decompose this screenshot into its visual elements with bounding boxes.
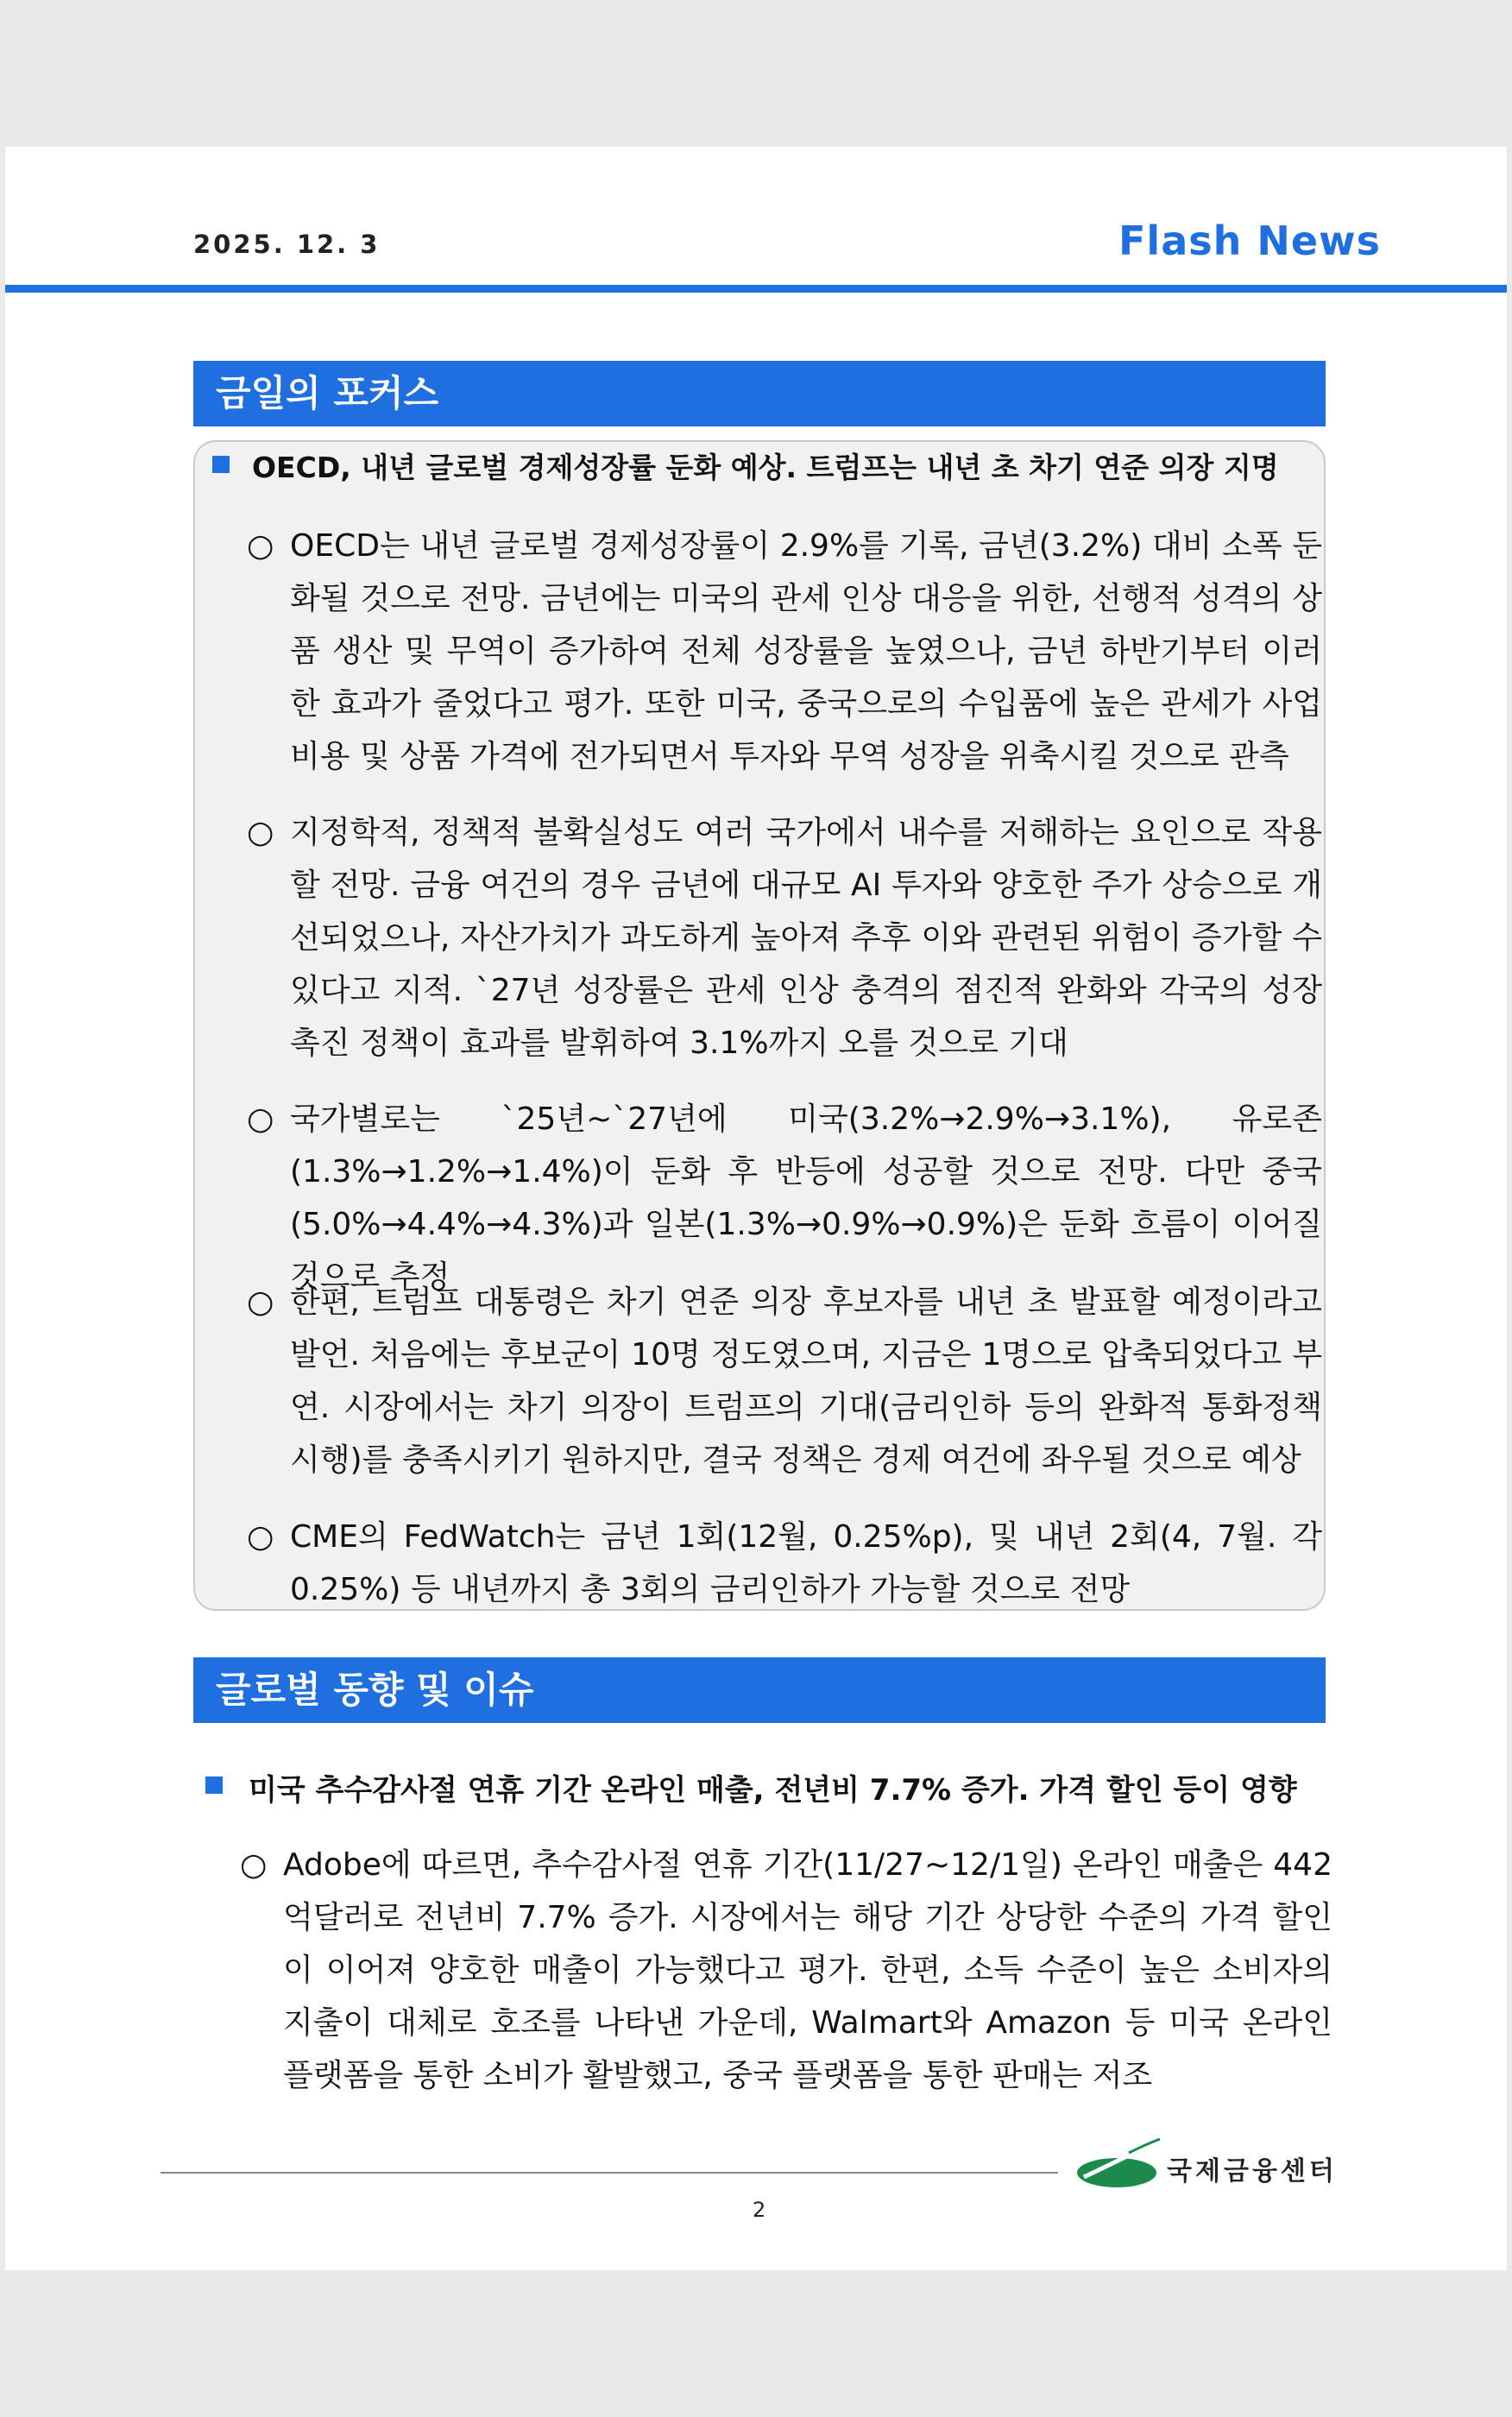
circle-bullet-icon: ○ xyxy=(247,1101,274,1137)
focus-paragraph-3 xyxy=(247,1093,1322,1295)
page-number: 2 xyxy=(753,2198,766,2222)
circle-bullet-icon: ○ xyxy=(247,1284,274,1320)
focus-paragraph-4-text: 한편, 트럼프 대통령은 차기 연준 의장 후보자를 내년 초 발표할 예정이라고 발언. 처음에는 후보군이 10명 정도였으며, 지금은 1명으로 압축되었다고 부연. 시장에서는 차기 의장이 트럼프의 기대(금리인하 등의 완화적 통화정책 시행)를 충족시키기 원하지만, 결국 정책은 경제 여건에 좌우될 것으로 예상 xyxy=(290,1284,1322,1478)
circle-bullet-icon: ○ xyxy=(240,1847,268,1883)
global-paragraph-text: Adobe에 따르면, 추수감사절 연휴 기간(11/27~12/1일) 온라인 매출은 442억달러로 전년비 7.7% 증가. 시장에서는 해당 기간 상당한 수준의 가격 할인이 이어져 양호한 매출이 가능했다고 평가. 한편, 소득 수준이 높은 소비자의 지출이 대체로 호조를 나타낸 가운데, Walmart와 Amazon 등 미국 온라인 플랫폼을 통한 소비가 활발했고, 중국 플랫폼을 통한 판매는 저조 xyxy=(283,1847,1332,2093)
focus-paragraph-3-text: 국가별로는 `25년~`27년에 미국(3.2%→2.9%→3.1%), 유로존(1.3%→1.2%→1.4%)이 둔화 후 반등에 성공할 것으로 전망. 다만 중국(5.0%→4.4%→4.3%)과 일본(1.3%→0.9%→0.9%)은 둔화 흐름이 이어질 것으로 추정 xyxy=(290,1101,1322,1295)
focus-paragraph-1-text: OECD는 내년 글로벌 경제성장률이 2.9%를 기록, 금년(3.2%) 대비 소폭 둔화될 것으로 전망. 금년에는 미국의 관세 인상 대응을 위한, 선행적 성격의 상품 생산 및 무역이 증가하여 전체 성장률을 높였으나, 금년 하반기부터 이러한 효과가 줄었다고 평가. 또한 미국, 중국으로의 수입품에 높은 관세가 사업비용 및 상품 가격에 전가되면서 투자와 무역 성장을 위축시킬 것으로 관측 xyxy=(290,528,1322,774)
focus-paragraph-2 xyxy=(247,806,1322,1065)
focus-section-title: 금일의 포커스 xyxy=(193,361,1326,426)
focus-paragraph-4 xyxy=(247,1276,1322,1483)
report-date: 2025. 12. 3 xyxy=(193,230,381,259)
header-divider xyxy=(5,285,1507,293)
focus-paragraph-2-text: 지정학적, 정책적 불확실성도 여러 국가에서 내수를 저해하는 요인으로 작용할 전망. 금융 여건의 경우 금년에 대규모 AI 투자와 양호한 주가 상승으로 개선되었으나, 자산가치가 과도하게 높아져 추후 이와 관련된 위험이 증가할 수 있다고 지적. `27년 성장률은 관세 인상 충격의 점진적 완화와 각국의 성장 촉진 정책이 효과를 발휘하여 3.1%까지 오를 것으로 기대 xyxy=(290,815,1322,1061)
global-paragraph xyxy=(240,1839,1332,2106)
focus-paragraph-5 xyxy=(247,1511,1322,1614)
circle-bullet-icon: ○ xyxy=(247,528,274,564)
document-page xyxy=(5,147,1507,2270)
org-name: 국제금융센터 xyxy=(1167,2156,1338,2187)
report-brand: Flash News xyxy=(1118,218,1381,264)
footer-divider xyxy=(161,2172,1058,2174)
focus-paragraph-5-text: CME의 FedWatch는 금년 1회(12월, 0.25%p), 및 내년 2회(4, 7월. 각 0.25%) 등 내년까지 총 3회의 금리인하가 가능할 것으로 전망 xyxy=(290,1519,1322,1607)
org-logo xyxy=(1075,2132,1369,2201)
global-section-title: 글로벌 동향 및 이슈 xyxy=(193,1657,1326,1723)
circle-bullet-icon: ○ xyxy=(247,1519,274,1555)
circle-bullet-icon: ○ xyxy=(247,815,274,850)
square-bullet-icon xyxy=(205,1776,223,1794)
focus-headline: OECD, 내년 글로벌 경제성장률 둔화 예상. 트럼프는 내년 초 차기 연준 의장 지명 xyxy=(252,451,1279,484)
kcif-logo-icon xyxy=(1075,2132,1162,2201)
focus-paragraph-1 xyxy=(247,520,1322,779)
square-bullet-icon xyxy=(212,456,230,473)
global-headline: 미국 추수감사절 연휴 기간 온라인 매출, 전년비 7.7% 증가. 가격 할인 등이 영향 xyxy=(249,1773,1297,1808)
